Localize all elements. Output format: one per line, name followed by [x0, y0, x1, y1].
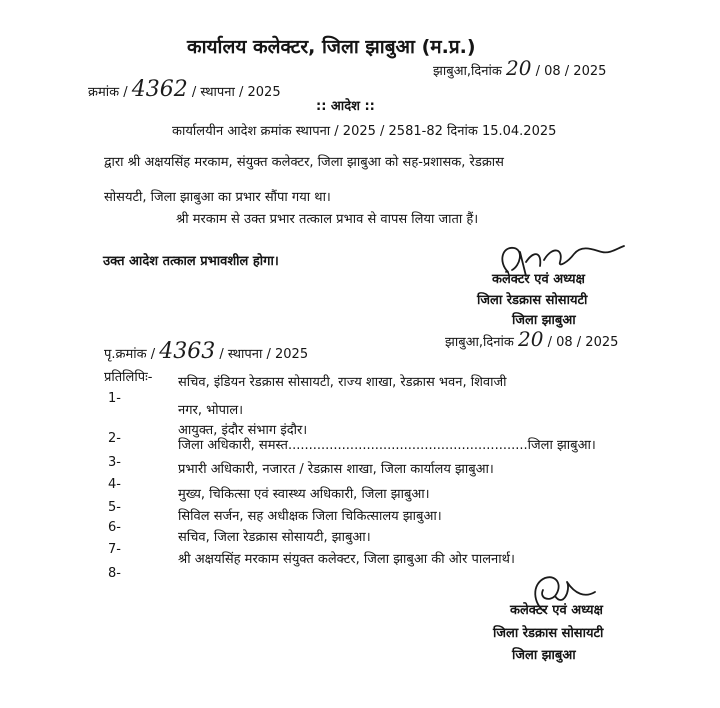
body-para1-line3: सोसयटी, जिला झाबुआ का प्रभार सौंपा गया था। [104, 190, 331, 205]
sig1-date-day: 20 [518, 327, 544, 351]
signature1-title: कलेक्टर एवं अध्यक्ष [492, 272, 585, 287]
copy-item-4-text: प्रभारी अधिकारी, नजारत / रेडक्रास शाखा, जिला कार्यालय झाबुआ। [178, 462, 494, 477]
signature2-org: जिला रेडक्रास सोसायटी [493, 626, 604, 641]
copy-ref-suffix: / स्थापना / 2025 [219, 347, 309, 362]
body-para1-line2: द्वारा श्री अक्षयसिंह मरकाम, संयुक्त कलेक्टर, जिला झाबुआ को सह-प्रशासक, रेडक्रास [104, 155, 504, 170]
signature1-district: जिला झाबुआ [512, 313, 576, 328]
copy-item-2-text: आयुक्त, इंदौर संभाग इंदौर। [178, 423, 308, 438]
header-date-day: 20 [506, 56, 532, 80]
copy-item-3-num: 3- [108, 455, 121, 470]
sig1-date-rest: / 08 / 2025 [547, 335, 619, 350]
office-title: कार्यालय कलेक्टर, जिला झाबुआ (म.प्र.) [187, 36, 476, 58]
copy-item-6-text: सिविल सर्जन, सह अधीक्षक जिला चिकित्सालय झाबुआ। [178, 509, 442, 524]
copy-item-8-text: श्री अक्षयसिंह मरकाम संयुक्त कलेक्टर, जिला झाबुआ की ओर पालनार्थ। [178, 552, 515, 567]
copy-item-7-num: 7- [108, 542, 121, 557]
order-heading: :: आदेश :: [316, 99, 375, 114]
signature2-title: कलेक्टर एवं अध्यक्ष [510, 603, 603, 618]
copy-ref-number: 4363 [159, 339, 216, 364]
copy-item-6-num: 6- [108, 520, 121, 535]
header-place-date [433, 56, 607, 80]
copy-reference [104, 339, 309, 364]
copy-item-5-num: 5- [108, 500, 121, 515]
copy-item-2-num: 2- [108, 431, 121, 446]
header-date-prefix: झाबुआ,दिनांक [433, 64, 502, 79]
copy-ref-prefix: पृ.क्रमांक / [104, 347, 156, 362]
copy-item-1-text: सचिव, इंडियन रेडक्रास सोसायटी, राज्य शाखा, रेडक्रास भवन, शिवाजी [178, 375, 507, 390]
order-ref-prefix: क्रमांक / [88, 85, 128, 100]
signature1-place-date [445, 327, 619, 351]
order-ref-suffix: / स्थापना / 2025 [191, 85, 281, 100]
copy-label: प्रतिलिपिः- [104, 370, 153, 385]
copy-item-1-text2: नगर, भोपाल। [178, 403, 244, 418]
signature1-org: जिला रेडक्रास सोसायटी [477, 293, 588, 308]
order-reference [88, 77, 281, 102]
header-date-rest: / 08 / 2025 [535, 64, 607, 79]
copy-item-4-num: 4- [108, 477, 121, 492]
body-para2: श्री मरकाम से उक्त प्रभार तत्काल प्रभाव से वापस लिया जाता हैं। [176, 212, 479, 227]
order-ref-number: 4362 [131, 77, 188, 102]
sig1-date-prefix: झाबुआ,दिनांक [445, 335, 514, 350]
effective-note: उक्त आदेश तत्काल प्रभावशील होगा। [103, 254, 279, 269]
copy-item-5-text: मुख्य, चिकित्सा एवं स्वास्थ्य अधिकारी, जिला झाबुआ। [178, 487, 430, 502]
body-para1-line1: कार्यालयीन आदेश क्रमांक स्थापना / 2025 / 2581-82 दिनांक 15.04.2025 [172, 124, 557, 139]
copy-item-3-text: जिला अधिकारी, समस्त..........................................................जिला झाबुआ। [178, 438, 596, 453]
copy-item-8-num: 8- [108, 566, 121, 581]
copy-item-7-text: सचिव, जिला रेडक्रास सोसायटी, झाबुआ। [178, 530, 371, 545]
copy-item-1-num: 1- [108, 391, 121, 406]
signature2-district: जिला झाबुआ [512, 648, 576, 663]
